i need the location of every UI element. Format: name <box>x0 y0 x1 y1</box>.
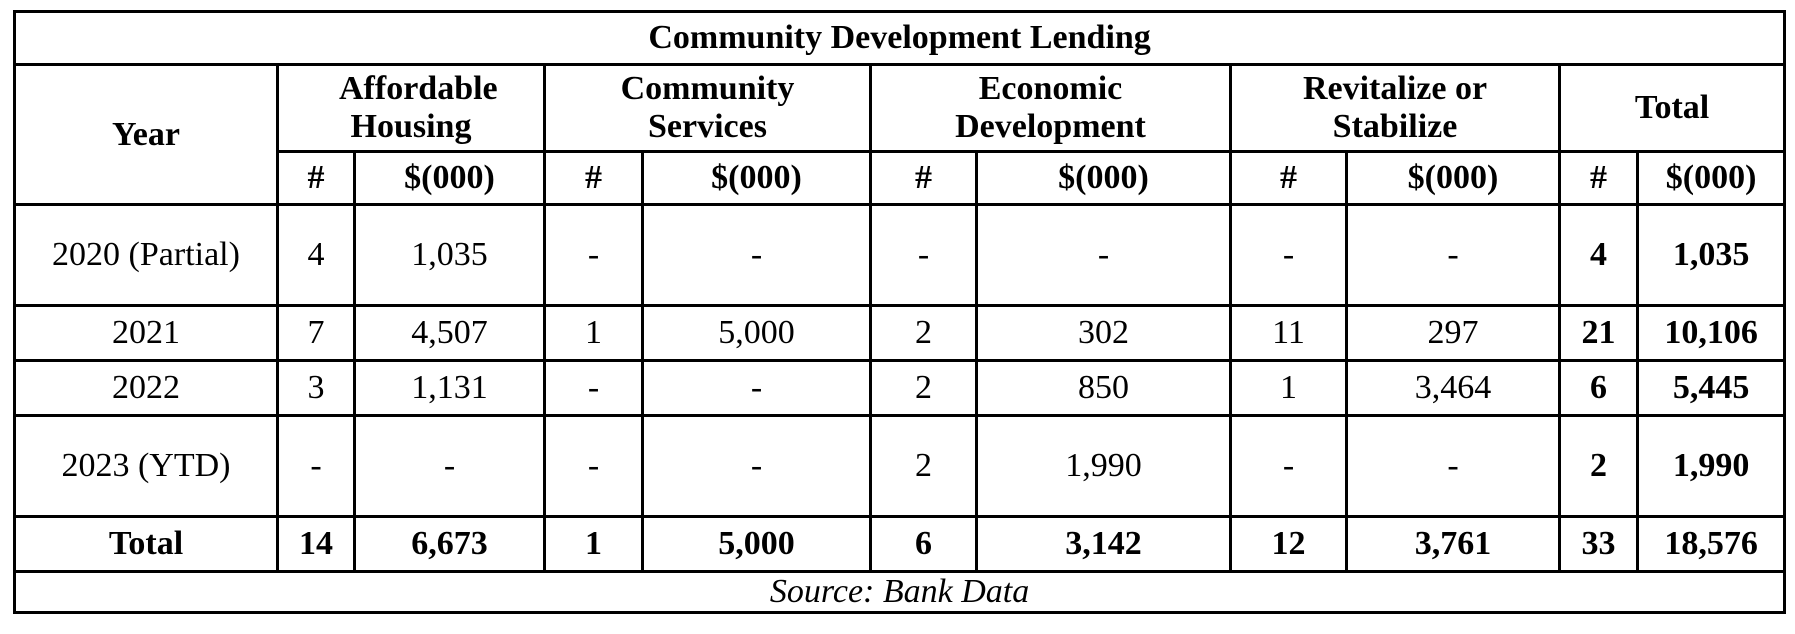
header-year: Year <box>15 65 278 205</box>
source-note: Source: Bank Data <box>15 572 1785 613</box>
header-community-services: Community Services <box>545 65 871 152</box>
cell-ah-count: 4 <box>278 205 355 306</box>
table-row <box>15 361 1785 416</box>
cell-total-count: 2 <box>1560 416 1638 517</box>
header-amount: $(000) <box>1638 152 1785 205</box>
cell-total-amount: 5,445 <box>1638 361 1785 416</box>
cell-ed-amount: 302 <box>977 306 1231 361</box>
header-amount: $(000) <box>1347 152 1560 205</box>
header-amount: $(000) <box>643 152 871 205</box>
cell-total-amount: 18,576 <box>1638 517 1785 572</box>
cell-ed-amount: 3,142 <box>977 517 1231 572</box>
cell-ed-amount: 1,990 <box>977 416 1231 517</box>
cell-rs-amount: 297 <box>1347 306 1560 361</box>
cell-cs-amount: - <box>643 205 871 306</box>
cell-total-count: 21 <box>1560 306 1638 361</box>
header-count: # <box>545 152 643 205</box>
cell-cs-amount: 5,000 <box>643 306 871 361</box>
cell-cs-amount: 5,000 <box>643 517 871 572</box>
table-title: Community Development Lending <box>15 12 1785 65</box>
cell-total-amount: 1,990 <box>1638 416 1785 517</box>
cell-ah-amount: - <box>355 416 545 517</box>
cell-ed-count: 2 <box>871 361 977 416</box>
cell-rs-count: - <box>1231 416 1347 517</box>
cell-rs-count: 11 <box>1231 306 1347 361</box>
table-row <box>15 205 1785 306</box>
cell-year: 2021 <box>15 306 278 361</box>
cell-year: 2022 <box>15 361 278 416</box>
cell-rs-amount: - <box>1347 205 1560 306</box>
cell-ed-amount: - <box>977 205 1231 306</box>
header-affordable-housing: Affordable Housing <box>278 65 545 152</box>
cell-ah-count: 14 <box>278 517 355 572</box>
header-count: # <box>1560 152 1638 205</box>
cell-rs-amount: 3,761 <box>1347 517 1560 572</box>
cell-cs-count: 1 <box>545 306 643 361</box>
cell-ed-count: 2 <box>871 306 977 361</box>
cell-ah-amount: 6,673 <box>355 517 545 572</box>
cell-ah-amount: 4,507 <box>355 306 545 361</box>
lending-table-container <box>13 10 1783 614</box>
total-row <box>15 517 1785 572</box>
cell-cs-amount: - <box>643 416 871 517</box>
cell-ed-count: 2 <box>871 416 977 517</box>
cell-cs-count: - <box>545 416 643 517</box>
cell-year: 2020 (Partial) <box>15 205 278 306</box>
cell-total-count: 33 <box>1560 517 1638 572</box>
table-row <box>15 416 1785 517</box>
header-economic-development: Economic Development <box>871 65 1231 152</box>
cell-total-amount: 10,106 <box>1638 306 1785 361</box>
header-count: # <box>871 152 977 205</box>
cell-rs-count: 1 <box>1231 361 1347 416</box>
cell-cs-count: 1 <box>545 517 643 572</box>
cell-ah-count: 3 <box>278 361 355 416</box>
cell-ah-count: 7 <box>278 306 355 361</box>
header-total: Total <box>1560 65 1785 152</box>
cell-year: 2023 (YTD) <box>15 416 278 517</box>
cell-total-count: 6 <box>1560 361 1638 416</box>
cell-rs-count: - <box>1231 205 1347 306</box>
cell-ah-count: - <box>278 416 355 517</box>
cell-cs-count: - <box>545 361 643 416</box>
cell-ah-amount: 1,131 <box>355 361 545 416</box>
header-amount: $(000) <box>355 152 545 205</box>
cell-cs-amount: - <box>643 361 871 416</box>
cell-ed-count: - <box>871 205 977 306</box>
cell-ed-amount: 850 <box>977 361 1231 416</box>
cell-rs-amount: - <box>1347 416 1560 517</box>
table-row <box>15 306 1785 361</box>
cell-rs-count: 12 <box>1231 517 1347 572</box>
cell-ed-count: 6 <box>871 517 977 572</box>
header-count: # <box>1231 152 1347 205</box>
cell-ah-amount: 1,035 <box>355 205 545 306</box>
header-revitalize-or-stabilize: Revitalize or Stabilize <box>1231 65 1560 152</box>
community-development-lending-table <box>13 10 1786 614</box>
header-count: # <box>278 152 355 205</box>
cell-total-count: 4 <box>1560 205 1638 306</box>
cell-total-amount: 1,035 <box>1638 205 1785 306</box>
header-amount: $(000) <box>977 152 1231 205</box>
cell-total-label: Total <box>15 517 278 572</box>
cell-rs-amount: 3,464 <box>1347 361 1560 416</box>
cell-cs-count: - <box>545 205 643 306</box>
